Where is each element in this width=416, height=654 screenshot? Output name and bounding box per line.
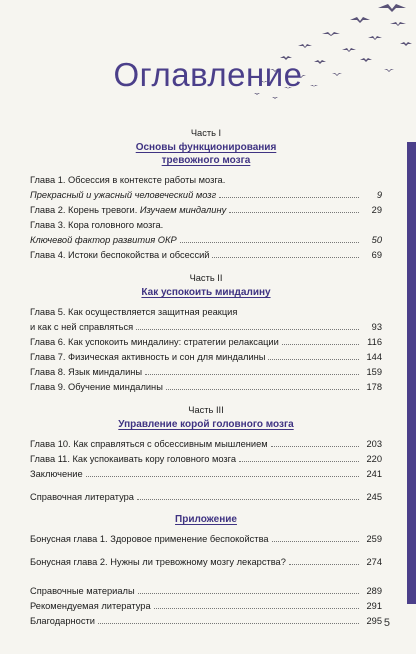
toc-page-number: 159 [366, 367, 382, 377]
toc-entry[interactable] [30, 532, 382, 547]
toc-page-number: 289 [366, 586, 382, 596]
part-title [30, 286, 382, 299]
toc-page-number: 93 [371, 322, 382, 332]
toc-entry-title: Глава 7. Физическая активность и сон для миндалины [30, 352, 266, 362]
dot-leader [219, 197, 359, 198]
toc-entry-title: Справочные материалы [30, 586, 135, 596]
toc-page-number: 144 [366, 352, 382, 362]
toc-entry[interactable] [30, 248, 382, 263]
toc-entry-title: Прекрасный и ужасный человеческий мозг [30, 190, 217, 200]
toc-entry-title: Глава 10. Как справляться с обсессивным мышлением [30, 439, 268, 449]
part-title-line: Управление корой головного мозга [118, 419, 294, 430]
toc-entry-title: Бонусная глава 1. Здоровое применение беспокойства [30, 534, 269, 544]
dot-leader [98, 623, 359, 624]
toc-entry[interactable] [30, 584, 382, 599]
dot-leader [282, 344, 359, 345]
toc-entry-line[interactable]: Глава 3. Кора головного мозга. [30, 220, 164, 230]
dot-leader [138, 593, 359, 594]
toc-entry-title: Глава 2. Корень тревоги. Изучаем миндалину [30, 205, 227, 215]
toc-entry-title: Глава 6. Как успокоить миндалину: стратегии релаксации [30, 337, 279, 347]
part-label: Часть II [189, 273, 223, 283]
toc-page-number: 29 [371, 205, 382, 215]
part-title-line: Основы функционирования [135, 142, 277, 153]
toc-entry[interactable] [30, 555, 382, 570]
toc-entry[interactable] [30, 365, 382, 380]
dot-leader [86, 476, 359, 477]
toc-page-number: 274 [366, 557, 382, 567]
dot-leader [289, 564, 359, 565]
toc-entry-title: Глава 11. Как успокаивать кору головного мозга [30, 454, 237, 464]
toc-entry-title: Бонусная глава 2. Нужны ли тревожному мозгу лекарства? [30, 557, 286, 567]
toc-entry-title: Справочная литература [30, 492, 134, 502]
toc-entry[interactable] [30, 320, 382, 335]
dot-leader [137, 499, 359, 500]
toc-entry[interactable] [30, 490, 382, 505]
sidebar-accent-bar [407, 142, 416, 604]
toc-entry-title: Заключение [30, 469, 83, 479]
toc-entry-title: и как с ней справляться [30, 322, 134, 332]
part-title-line: Как успокоить миндалину [141, 287, 271, 298]
toc-entry[interactable] [30, 467, 382, 482]
toc-page-number: 50 [371, 235, 382, 245]
dot-leader [154, 608, 359, 609]
toc-entry[interactable] [30, 599, 382, 614]
dot-leader [272, 541, 359, 542]
toc-entry[interactable] [30, 233, 382, 248]
dot-leader [180, 242, 359, 243]
part-title-line: тревожного мозга [161, 155, 251, 166]
toc-entry[interactable] [30, 335, 382, 350]
table-of-contents [30, 126, 382, 629]
toc-entry[interactable] [30, 203, 382, 218]
toc-entry-title: Рекомендуемая литература [30, 601, 151, 611]
toc-entry[interactable] [30, 380, 382, 395]
toc-page-number: 259 [366, 534, 382, 544]
toc-page-number: 295 [366, 616, 382, 626]
toc-entry-title: Глава 4. Истоки беспокойства и обсессий [30, 250, 210, 260]
part-title-line: Приложение [175, 514, 237, 525]
toc-entry-title: Глава 8. Язык миндалины [30, 367, 143, 377]
toc-entry[interactable] [30, 437, 382, 452]
part-title [30, 513, 382, 526]
toc-entry-title: Глава 9. Обучение миндалины [30, 382, 163, 392]
toc-page-number: 245 [366, 492, 382, 502]
toc-entry-line[interactable]: Глава 1. Обсессия в контексте работы мозга. [30, 175, 226, 185]
toc-page-number: 178 [366, 382, 382, 392]
toc-entry[interactable] [30, 188, 382, 203]
dot-leader [212, 257, 359, 258]
toc-entry-line[interactable]: Глава 5. Как осуществляется защитная реакция [30, 307, 238, 317]
dot-leader [239, 461, 359, 462]
part-label: Часть III [188, 405, 224, 415]
toc-page-number: 291 [366, 601, 382, 611]
toc-entry[interactable] [30, 452, 382, 467]
page-title: Оглавление [113, 56, 303, 93]
part-label: Часть I [190, 128, 222, 138]
toc-page-number: 9 [376, 190, 382, 200]
dot-leader [145, 374, 359, 375]
dot-leader [229, 212, 359, 213]
toc-page-number: 203 [366, 439, 382, 449]
toc-entry[interactable] [30, 614, 382, 629]
part-title [30, 141, 382, 167]
toc-entry-title: Ключевой фактор развития ОКР [30, 235, 177, 245]
part-title [30, 418, 382, 431]
dot-leader [166, 389, 359, 390]
toc-page-number: 220 [366, 454, 382, 464]
toc-page-number: 69 [371, 250, 382, 260]
toc-entry[interactable] [30, 350, 382, 365]
dot-leader [136, 329, 359, 330]
toc-page-number: 241 [366, 469, 382, 479]
dot-leader [271, 446, 359, 447]
page-number: 5 [383, 617, 390, 629]
toc-entry-title: Благодарности [30, 616, 95, 626]
dot-leader [268, 359, 359, 360]
toc-page-number: 116 [367, 337, 382, 347]
